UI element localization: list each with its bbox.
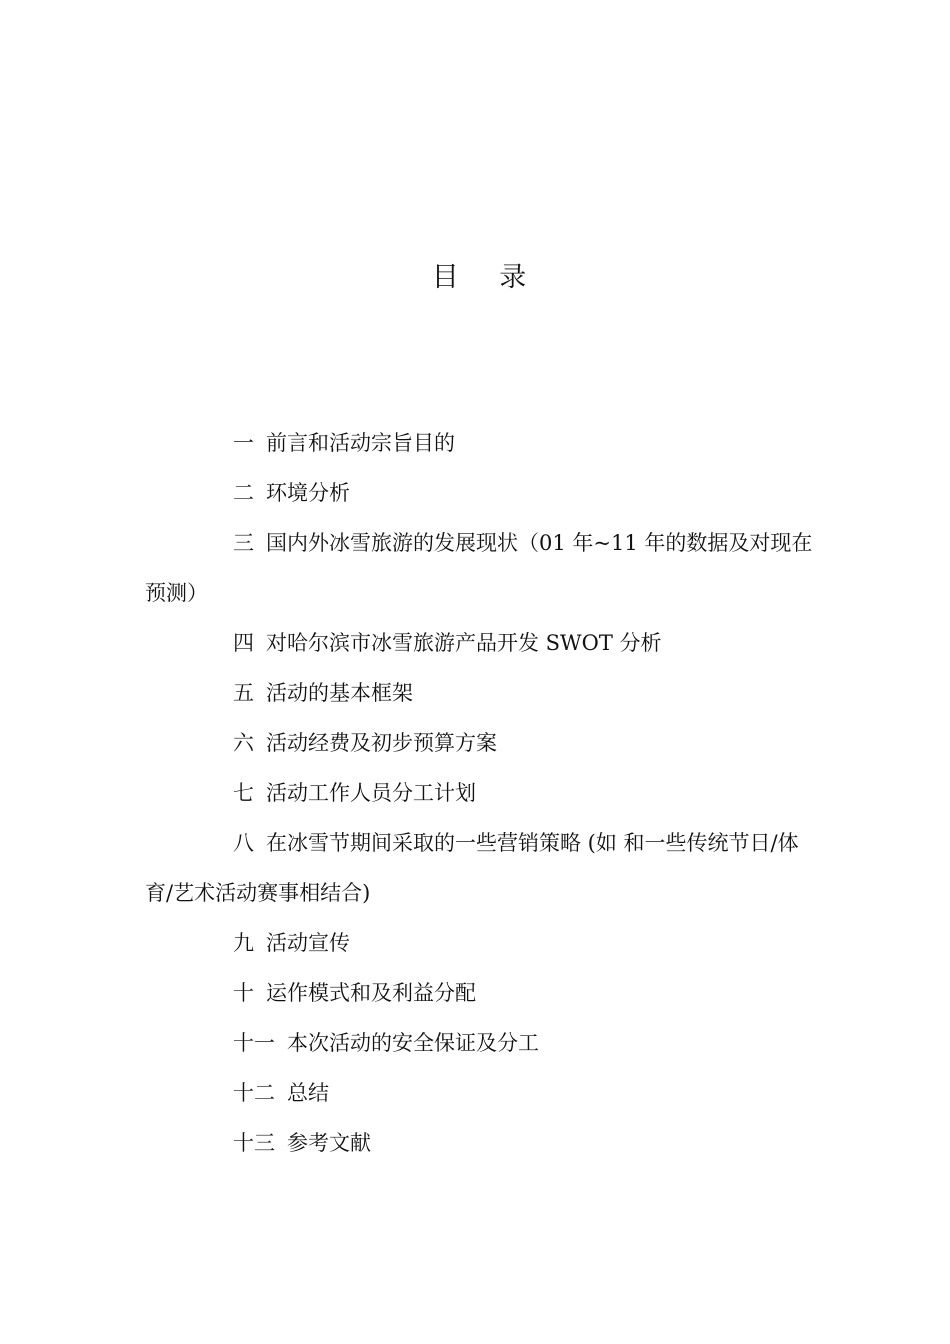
- toc-entry: [145, 918, 815, 968]
- toc-entry-number: 三: [233, 531, 254, 555]
- toc-entry: [145, 718, 815, 768]
- toc-entry-text: 环境分析: [266, 481, 350, 505]
- toc-entry: [145, 618, 815, 668]
- toc-entry-text: 总结: [287, 1081, 329, 1105]
- toc-entry-number: 十三: [233, 1131, 275, 1155]
- toc-entry: [145, 468, 815, 518]
- toc-entry-number: 八: [233, 831, 254, 855]
- toc-entry-text: 活动宣传: [266, 931, 350, 955]
- toc-entry-text: 前言和活动宗旨目的: [266, 431, 455, 455]
- page-title: 目 录: [431, 262, 543, 293]
- toc-entry-text: 国内外冰雪旅游的发展现状（01 年~11 年的数据及对现在预测）: [145, 531, 813, 605]
- toc-entry: [145, 1118, 815, 1168]
- toc-entry-text: 运作模式和及利益分配: [266, 981, 476, 1005]
- toc-entry: [145, 418, 815, 468]
- toc-entry-number: 七: [233, 781, 254, 805]
- toc-entry-number: 二: [233, 481, 254, 505]
- toc-entry: [145, 1018, 815, 1068]
- toc-entry: [145, 818, 815, 918]
- toc-entry: [145, 668, 815, 718]
- toc-entry: [145, 1068, 815, 1118]
- toc-entry: [145, 518, 815, 618]
- toc-entry-number: 九: [233, 931, 254, 955]
- toc-entry-text: 活动经费及初步预算方案: [266, 731, 497, 755]
- toc-entry-number: 一: [233, 431, 254, 455]
- toc-entry-text: 活动工作人员分工计划: [266, 781, 476, 805]
- table-of-contents: [145, 418, 815, 1168]
- toc-entry-text: 活动的基本框架: [266, 681, 413, 705]
- toc-entry-number: 十一: [233, 1031, 275, 1055]
- toc-entry-number: 六: [233, 731, 254, 755]
- toc-entry-text: 对哈尔滨市冰雪旅游产品开发 SWOT 分析: [266, 631, 662, 655]
- toc-entry-number: 十二: [233, 1081, 275, 1105]
- toc-entry-number: 十: [233, 981, 254, 1005]
- toc-entry-number: 五: [233, 681, 254, 705]
- toc-entry: [145, 768, 815, 818]
- toc-entry-text: 本次活动的安全保证及分工: [287, 1031, 539, 1055]
- toc-entry: [145, 968, 815, 1018]
- toc-entry-text: 在冰雪节期间采取的一些营销策略 (如 和一些传统节日/体育/艺术活动赛事相结合): [145, 831, 799, 905]
- toc-entry-number: 四: [233, 631, 254, 655]
- toc-entry-text: 参考文献: [287, 1131, 371, 1155]
